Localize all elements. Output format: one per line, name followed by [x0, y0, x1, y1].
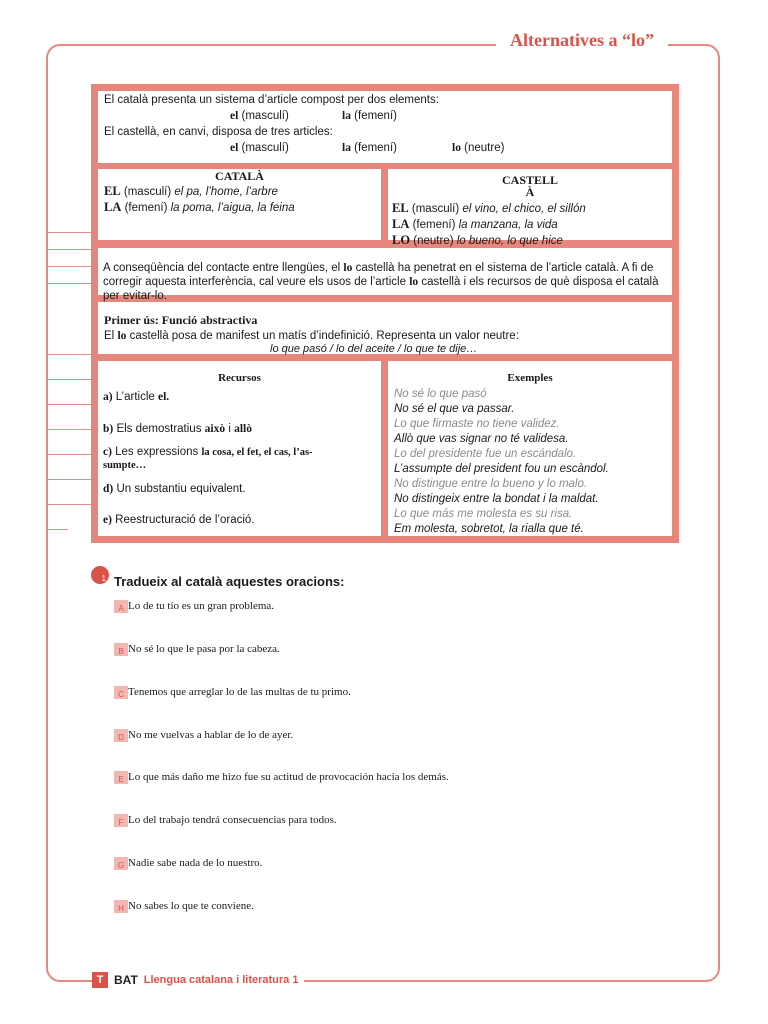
- consequencia-box: [98, 248, 672, 302]
- title-wrap: [496, 30, 668, 51]
- primer-us-text: El lo castellà posa de manifest un matís d’indefinició. Representa un valor neutre:: [104, 330, 519, 342]
- primer-us-box: [98, 302, 672, 354]
- catala-box: [98, 169, 381, 240]
- exercise-item-f: F Lo del trabajo tendrá consecuencias para todos.: [114, 814, 337, 827]
- recurs-a: a) L’article el.: [103, 391, 170, 403]
- catala-la: LA (femení) la poma, l’aigua, la feina: [104, 200, 295, 214]
- exemple-5: Lo que más me molesta es su risa. Em molesta, sobretot, la rialla que té.: [394, 508, 584, 535]
- exercise-item-e: E Lo que más daño me hizo fue su actitud de provocación hacia los demás.: [114, 771, 449, 784]
- catala-el: EL (masculí) el pa, l’home, l’arbre: [104, 184, 278, 198]
- recursos-heading: Recursos: [218, 372, 261, 384]
- exercise-instruction: Tradueix al català aquestes oracions:: [114, 574, 345, 589]
- recurs-b: b) Els demostratius això i allò: [103, 423, 252, 435]
- exemple-4: No distingue entre lo bueno y lo malo. No distingeix entre la bondat i la maldat.: [394, 478, 599, 505]
- exemples-box: [388, 361, 672, 536]
- primer-us-heading: Primer ús: Funció abstractiva: [104, 313, 258, 327]
- footer: [92, 972, 304, 988]
- exercise-item-b: B No sé lo que le pasa por la cabeza.: [114, 643, 280, 656]
- castella-heading: CASTELL À: [501, 173, 559, 199]
- exemples-heading: Exemples: [507, 372, 553, 384]
- publisher-logo: T: [92, 972, 108, 988]
- consequencia-text: A conseqüència del contacte entre llengües, el lo castellà ha penetrat en el sistema de l’article català. A fi de corregir aquesta interferència, cal veure els usos de l’article lo castellà i els recursos de què disposa el català per evitar-lo.: [103, 262, 659, 302]
- intro-box: El català presenta un sistema d’article compost per dos elements: el (masculí) la (femení) El castellà, en canvi, disposa de tres articles: el (masculí) la (femení) lo (neutre): [98, 91, 672, 163]
- recurs-c: c) Les expressions la cosa, el fet, el cas, l’as-sumpte…: [103, 446, 313, 471]
- castella-el: EL (masculí) el vino, el chico, el sillón: [392, 201, 586, 215]
- castella-la: LA (femení) la manzana, la vida: [392, 217, 558, 231]
- exercise-item-h: H No sabes lo que te conviene.: [114, 900, 254, 913]
- intro-row-2: el (masculí): [230, 142, 289, 154]
- exemple-3: Lo del presidente fue un escándalo. L’assumpte del president fou un escàndol.: [394, 448, 609, 475]
- castella-box: [388, 169, 672, 247]
- castella-lo: LO (neutre) lo bueno, lo que hice: [392, 233, 563, 247]
- recursos-box: [98, 361, 381, 536]
- recurs-d: d) Un substantiu equivalent.: [103, 483, 246, 495]
- exercise-item-a: A Lo de tu tío es un gran problema.: [114, 600, 274, 613]
- exercise-item-c: C Tenemos que arreglar lo de las multas de tu primo.: [114, 686, 351, 699]
- primer-us-examples: lo que pasó / lo del aceite / lo que te dije…: [270, 343, 478, 355]
- footer-level: BAT: [114, 973, 138, 987]
- catala-heading: CATALÀ: [215, 169, 264, 183]
- exemple-2: Lo que firmaste no tiene validez. Allò que vas signar no té validesa.: [394, 418, 569, 445]
- intro-line-2: El castellà, en canvi, disposa de tres articles:: [104, 126, 333, 138]
- exercise-number-badge: 1: [91, 566, 109, 584]
- intro-row-1: el (masculí): [230, 110, 289, 122]
- page-title: Alternatives a “lo”: [510, 30, 654, 50]
- footer-subject: Llengua catalana i literatura 1: [143, 974, 299, 986]
- exercise-item-g: G Nadie sabe nada de lo nuestro.: [114, 857, 262, 870]
- exemple-1: No sé lo que pasó No sé el que va passar.: [394, 388, 515, 415]
- intro-line-1: El català presenta un sistema d’article compost per dos elements:: [104, 94, 439, 106]
- exercise-item-d: D No me vuelvas a hablar de lo de ayer.: [114, 729, 293, 742]
- recurs-e: e) Reestructuració de l’oració.: [103, 514, 255, 526]
